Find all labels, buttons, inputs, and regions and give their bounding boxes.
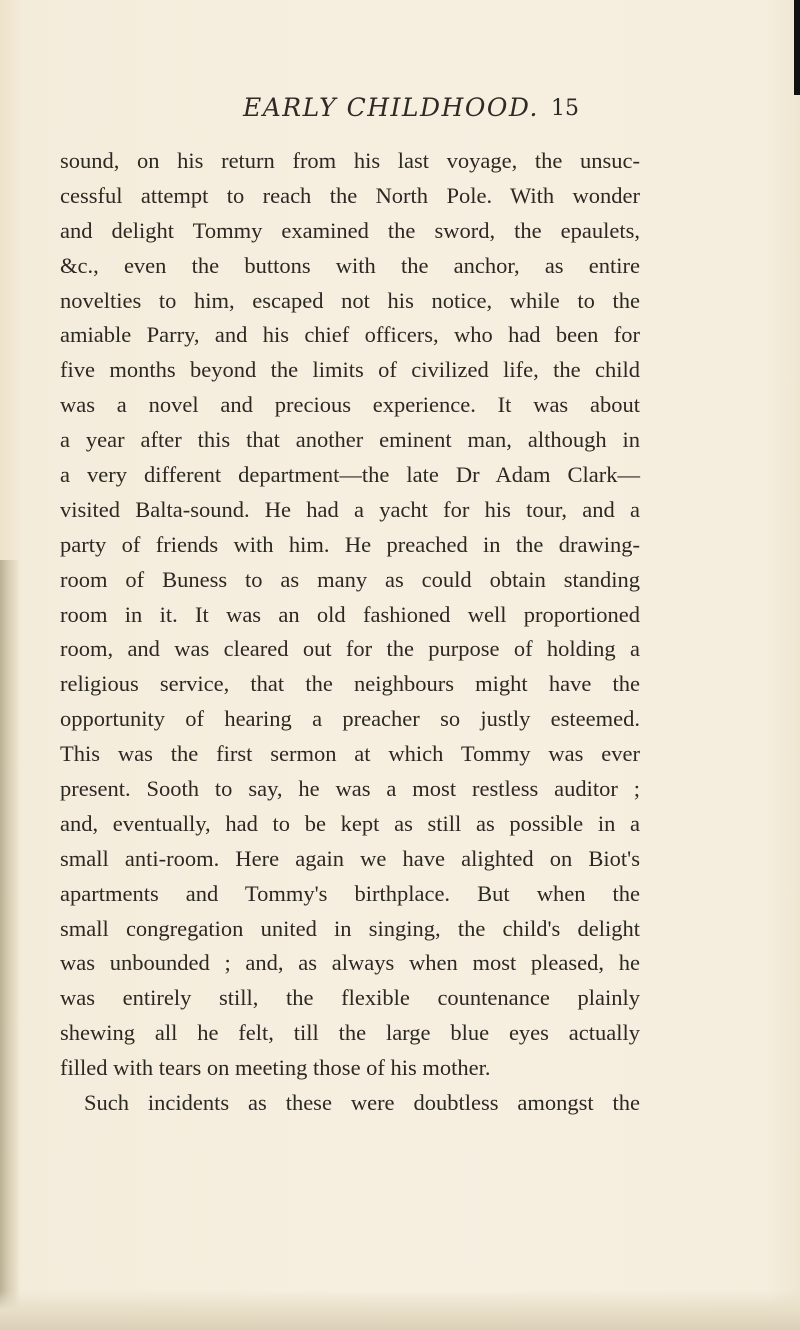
page-bottom-edge — [0, 1290, 800, 1330]
text-line: amiable Parry, and his chief officers, who had been for — [60, 322, 640, 348]
text-line: This was the first sermon at which Tommy was ever — [60, 741, 640, 767]
text-line: novelties to him, escaped not his notice, while to the — [60, 287, 640, 313]
text-line: room in it. It was an old fashioned well proportioned — [60, 601, 640, 627]
text-line: party of friends with him. He preached in the drawing- — [60, 531, 640, 557]
text-line: was a novel and precious experience. It was about — [60, 392, 640, 418]
text-line: room, and was cleared out for the purpose of holding a — [60, 636, 640, 662]
page-number: 15 — [551, 96, 579, 121]
text-line: small anti-room. Here again we have alighted on Biot's — [60, 845, 640, 871]
text-line: shewing all he felt, till the large blue eyes actually — [60, 1020, 640, 1046]
text-line: opportunity of hearing a preacher so justly esteemed. — [60, 706, 640, 732]
text-line: was entirely still, the flexible countenance plainly — [60, 985, 640, 1011]
page-edge-shadow — [0, 560, 20, 1330]
text-line: cessful attempt to reach the North Pole. With wonder — [60, 182, 640, 208]
text-line: and, eventually, had to be kept as still as possible in a — [60, 810, 640, 836]
text-line: present. Sooth to say, he was a most restless auditor ; — [60, 776, 640, 802]
text-line: religious service, that the neighbours might have the — [60, 671, 640, 697]
text-line: a very different department—the late Dr Adam Clark— — [60, 462, 640, 488]
text-line: and delight Tommy examined the sword, the epaulets, — [60, 217, 640, 243]
text-line: a year after this that another eminent man, although in — [60, 427, 640, 453]
text-line: &c., even the buttons with the anchor, as entire — [60, 252, 640, 278]
text-line: visited Balta-sound. He had a yacht for his tour, and a — [60, 496, 640, 522]
body-text — [60, 144, 640, 1121]
scan-edge-mark — [794, 0, 800, 95]
text-line: filled with tears on meeting those of his mother. — [60, 1055, 491, 1081]
text-line: room of Buness to as many as could obtain standing — [60, 566, 640, 592]
text-line: sound, on his return from his last voyage, the unsuc- — [60, 148, 640, 173]
text-line: apartments and Tommy's birthplace. But when the — [60, 880, 640, 906]
running-head: EARLY CHILDHOOD. — [243, 93, 539, 122]
text-line: was unbounded ; and, as always when most pleased, he — [60, 950, 640, 976]
text-line: five months beyond the limits of civilized life, the child — [60, 357, 640, 383]
text-line: Such incidents as these were doubtless amongst the — [84, 1090, 640, 1116]
text-line: small congregation united in singing, the child's delight — [60, 915, 640, 941]
